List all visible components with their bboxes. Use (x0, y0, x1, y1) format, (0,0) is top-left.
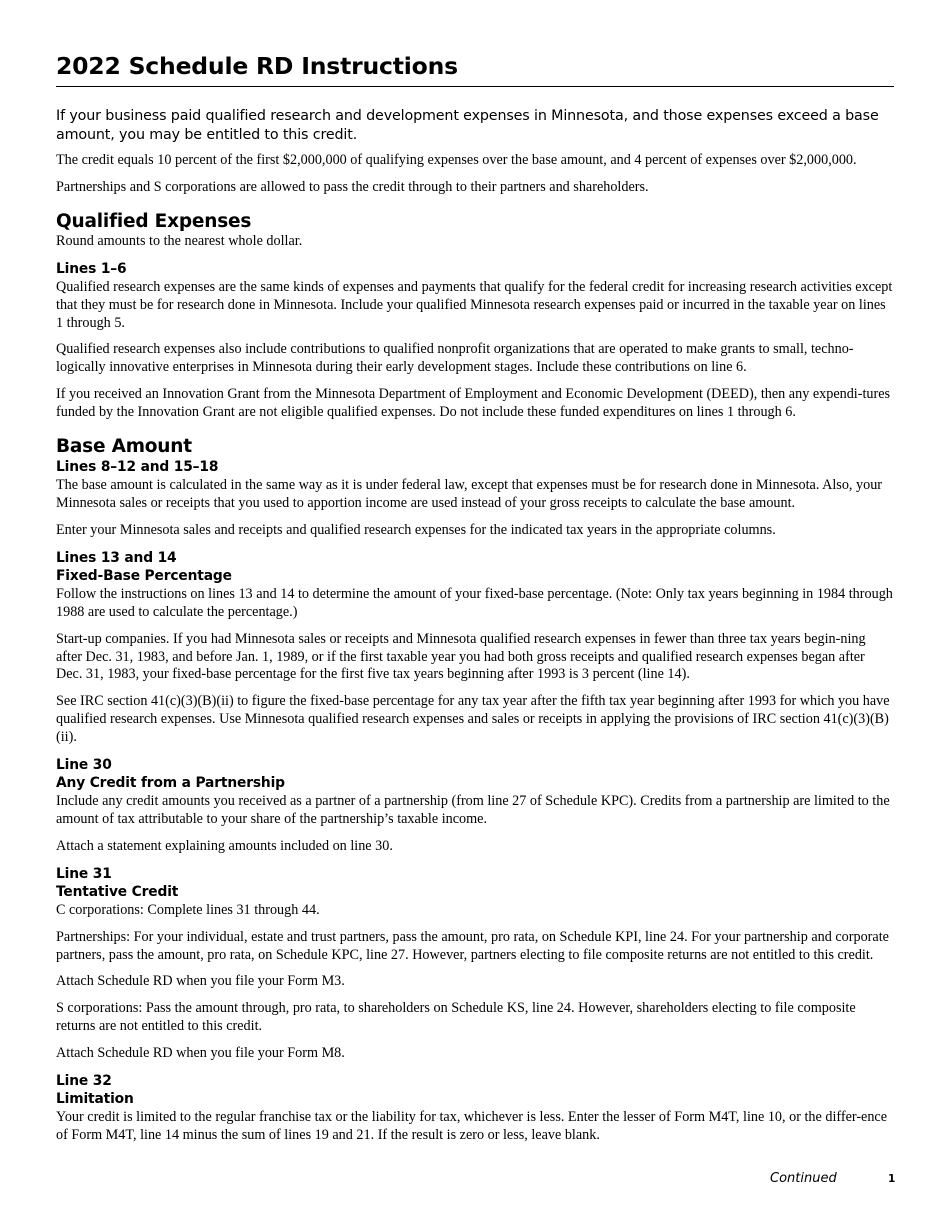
subheading-limitation: Limitation (56, 1091, 134, 1108)
subheading-tentative-credit: Tentative Credit (56, 883, 179, 900)
body-paragraph: Attach Schedule RD when you file your Form M8. (56, 1045, 345, 1062)
body-paragraph: Enter your Minnesota sales and receipts and qualified research expenses for the indicated tax years in the appropriate columns. (56, 521, 776, 538)
body-paragraph: Qualified research expenses are the same kinds of expenses and payments that qualify for the federal credit for increasing research activities except that they must be for research done in Minnesota. Include your qualified Minnesota research expenses paid or incurred in the taxable year on lines 1 through 5. (56, 278, 893, 331)
body-paragraph: The base amount is calculated in the same way as it is under federal law, except that expenses must be for research done in Minnesota. Also, your Minnesota sales or receipts that you used to apportion income are used instead of your gross receipts to calculate the base amount. (56, 477, 883, 511)
section-heading-base-amount: Base Amount (56, 436, 192, 458)
page-number: 1 (888, 1173, 896, 1185)
body-paragraph: Attach Schedule RD when you file your Form M3. (56, 973, 345, 990)
subheading-lines-1-6: Lines 1–6 (56, 260, 127, 277)
subheading-fixed-base-percentage: Fixed-Base Percentage (56, 567, 232, 584)
body-paragraph: C corporations: Complete lines 31 through 44. (56, 901, 320, 918)
body-paragraph: See IRC section 41(c)(3)(B)(ii) to figure the fixed-base percentage for any tax year after the fifth tax year beginning after 1993 for which you have qualified research expenses. Use Minnesota qualified research expenses and sales or receipts in applying the provisions of IRC section 41(c)(3)(B)(ii). (56, 693, 890, 746)
body-paragraph: S corporations: Pass the amount through, pro rata, to shareholders on Schedule KS, line 24. However, shareholders electing to file composite returns are not entitled to this credit. (56, 1000, 856, 1035)
body-paragraph: Start-up companies. If you had Minnesota sales or receipts and Minnesota qualified research expenses in fewer than three tax years begin-ning after Dec. 31, 1983, and before Jan. 1, 1989, or if the first taxable year you had both gross receipts and qualified research expenses began after Dec. 31, 1983, your fixed-base percentage for the first five tax years beginning after 1993 is 3 percent (line 14). (56, 630, 866, 683)
body-paragraph: Attach a statement explaining amounts included on line 30. (56, 837, 393, 854)
body-paragraph: Qualified research expenses also include contributions to qualified nonprofit organizations that are operated to make grants to small, techno-logically innovative enterprises in Minnesota during their early development stages. Include these contributions on line 6. (56, 341, 854, 376)
body-paragraph: Include any credit amounts you received as a partner of a partnership (from line 27 of Schedule KPC). Credits from a partnership are limited to the amount of tax attributable to your share of the partnership’s taxable income. (56, 793, 890, 827)
body-paragraph: If you received an Innovation Grant from the Minnesota Department of Employment and Economic Development (DEED), then any expendi-tures funded by the Innovation Grant are not eligible qualified expenses. Do not include these funded expenditures on lines 1 through 6. (56, 386, 891, 421)
body-paragraph: Follow the instructions on lines 13 and 14 to determine the amount of your fixed-base percentage. (Note: Only tax years beginning in 1984 through 1988 are used to calculate the percentage.) (56, 585, 893, 620)
intro-body-paragraph: The credit equals 10 percent of the first $2,000,000 of qualifying expenses over the base amount, and 4 percent of expenses over $2,000,000. (56, 152, 857, 168)
subheading-line-31: Line 31 (56, 865, 112, 882)
subheading-lines-8-18: Lines 8–12 and 15–18 (56, 459, 219, 476)
intro-paragraph: If your business paid qualified research and development expenses in Minnesota, and those expenses exceed a base amount, you may be entitled to this credit. (56, 108, 879, 143)
continued-label: Continued (770, 1171, 837, 1186)
subheading-lines-13-14: Lines 13 and 14 (56, 549, 177, 566)
subheading-partnership-credit: Any Credit from a Partnership (56, 775, 285, 792)
body-paragraph: Partnerships: For your individual, estate and trust partners, pass the amount, pro rata, on Schedule KPI, line 24. For your partnership and corporate partners, pass the amount, pro rata, on Schedule KPC, line 27. However, partners electing to file composite returns are not entitled to this credit. (56, 928, 889, 963)
page-title: 2022 Schedule RD Instructions (56, 50, 894, 87)
rounding-note: Round amounts to the nearest whole dollar. (56, 232, 303, 249)
section-heading-qualified-expenses: Qualified Expenses (56, 210, 252, 232)
intro-body-paragraph: Partnerships and S corporations are allowed to pass the credit through to their partners and shareholders. (56, 178, 649, 195)
subheading-line-30: Line 30 (56, 757, 112, 774)
document-page (56, 50, 894, 1154)
subheading-line-32: Line 32 (56, 1073, 112, 1090)
body-paragraph: Your credit is limited to the regular franchise tax or the liability for tax, whichever is less. Enter the lesser of Form M4T, line 10, or the differ-ence of Form M4T, line 14 minus the sum of lines 19 and 21. If the result is zero or less, leave blank. (56, 1109, 888, 1143)
